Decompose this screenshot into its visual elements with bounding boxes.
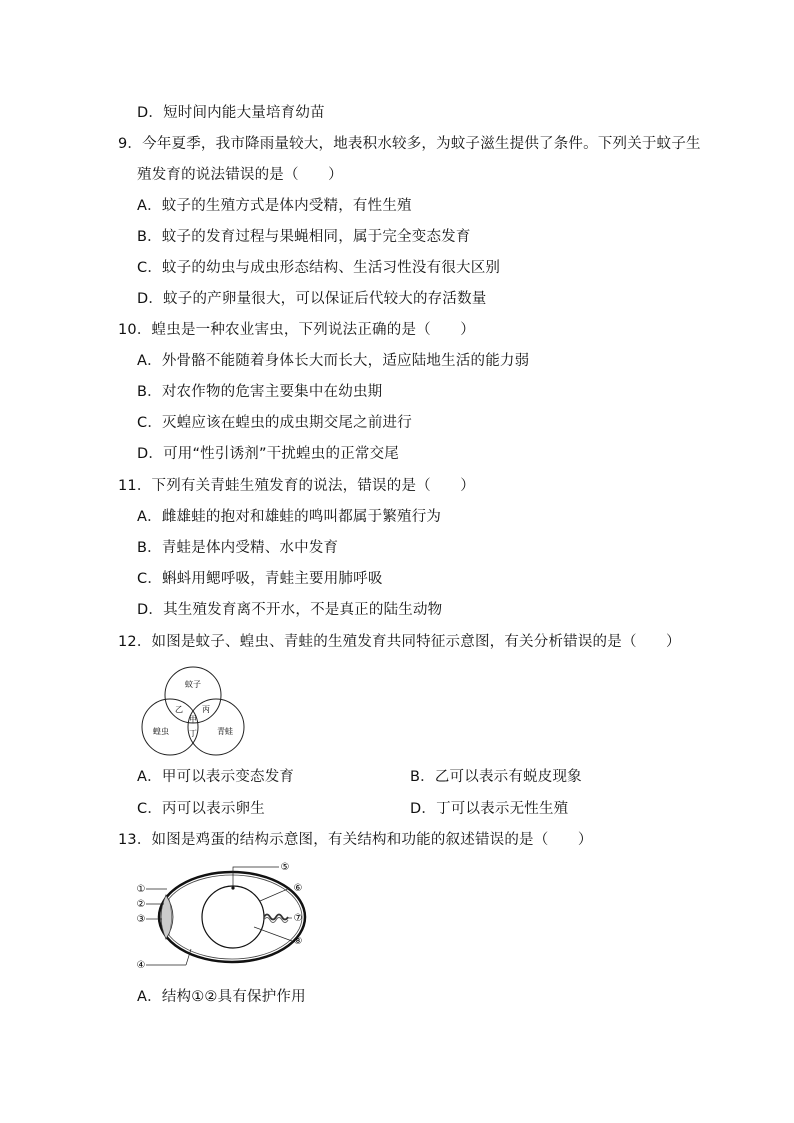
venn-label-locust: 蝗虫 [153,727,169,736]
q11-option-a: A．雌雄蛙的抱对和雄蛙的鸣叫都属于繁殖行为 [137,509,442,525]
q9-stem-line2: 殖发育的说法错误的是（ ） [137,167,343,183]
venn-diagram [136,662,252,758]
q12-option-b: B．乙可以表示有蜕皮现象 [410,769,582,785]
q9-option-a: A．蚊子的生殖方式是体内受精，有性生殖 [137,198,412,214]
q10-stem: 10．蝗虫是一种农业害虫，下列说法正确的是（ ） [118,322,475,338]
egg-label-5: ⑤ [280,862,290,873]
egg-label-2: ② [136,899,146,910]
q10-option-a: A．外骨骼不能随着身体长大而长大，适应陆地生活的能力弱 [137,353,530,369]
venn-region-jia: 甲 [189,715,197,724]
egg-label-6: ⑥ [293,883,303,894]
egg-diagram [136,861,322,973]
q9-option-c: C．蚊子的幼虫与成虫形态结构、生活习性没有很大区别 [137,260,501,276]
q9-option-b: B．蚊子的发育过程与果蝇相同，属于完全变态发育 [137,229,471,245]
q13-option-a: A．结构①②具有保护作用 [137,989,306,1005]
q8-option-d: D．短时间内能大量培育幼苗 [137,105,325,121]
egg-label-7: ⑦ [293,913,303,924]
q11-option-b: B．青蛙是体内受精、水中发育 [137,540,339,556]
venn-region-bing: 丙 [202,705,210,714]
q12-option-d: D．丁可以表示无性生殖 [410,801,569,817]
q12-stem: 12．如图是蚊子、蝗虫、青蛙的生殖发育共同特征示意图，有关分析错误的是（ ） [118,634,681,650]
venn-label-mosquito: 蚊子 [185,680,201,689]
q9-stem-line1: 9．今年夏季，我市降雨量较大，地表积水较多，为蚊子滋生提供了条件。下列关于蚊子生 [118,136,701,152]
egg-label-1: ① [136,884,146,895]
q13-stem: 13．如图是鸡蛋的结构示意图，有关结构和功能的叙述错误的是（ ） [118,832,593,848]
q11-option-c: C．蝌蚪用鳃呼吸，青蛙主要用肺呼吸 [137,571,383,587]
q11-option-d: D．其生殖发育离不开水，不是真正的陆生动物 [137,602,443,618]
venn-label-frog: 青蛙 [217,727,233,736]
egg-label-4: ④ [136,960,146,971]
q10-option-b: B．对农作物的危害主要集中在幼虫期 [137,384,383,400]
q11-stem: 11．下列有关青蛙生殖发育的说法，错误的是（ ） [118,478,475,494]
q10-option-d: D．可用“性引诱剂”干扰蝗虫的正常交尾 [137,446,399,462]
q10-option-c: C．灭蝗应该在蝗虫的成虫期交尾之前进行 [137,415,412,431]
q9-option-d: D．蚊子的产卵量很大，可以保证后代较大的存活数量 [137,291,487,307]
egg-label-3: ③ [136,914,146,925]
venn-region-yi: 乙 [175,705,183,714]
venn-region-ding: 丁 [189,729,197,738]
egg-label-8: ⑧ [293,936,303,947]
q12-option-c: C．丙可以表示卵生 [137,801,265,817]
q12-option-a: A．甲可以表示变态发育 [137,769,295,785]
